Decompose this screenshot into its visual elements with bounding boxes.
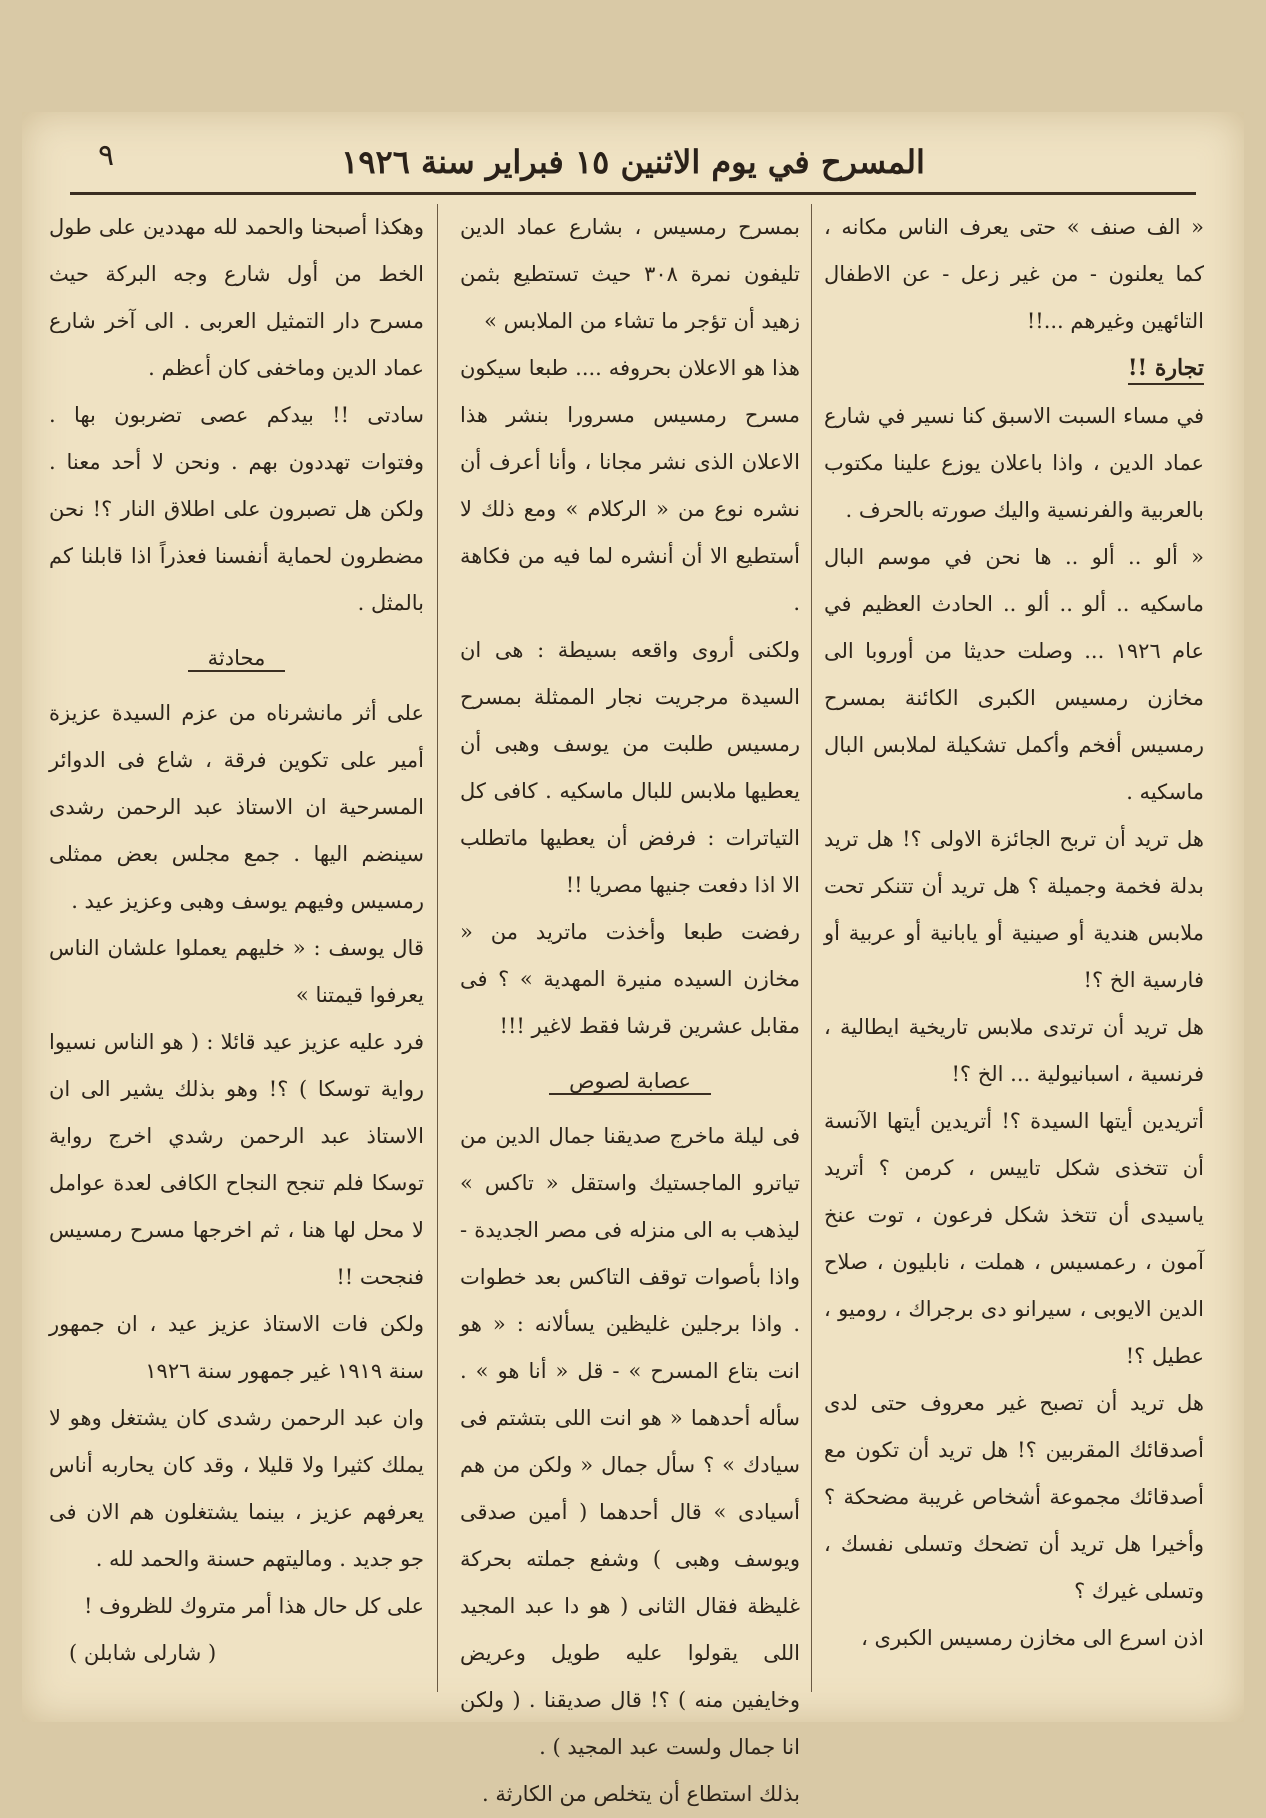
page-header — [70, 132, 1196, 195]
column-divider — [811, 204, 812, 1692]
column-middle — [460, 204, 800, 1806]
paragraph: وهكذا أصبحنا والحمد لله مهددين على طول الخط من أول شارع وجه البركة حيث مسرح دار التمثيل العربى . الى آخر شارع عماد الدين وماخفى كان أعظم . — [49, 215, 424, 380]
paragraph: وان عبد الرحمن رشدى كان يشتغل وهو لا يملك كثيرا ولا قليلا ، وقد كان يحاربه أناس يعرفهم عزيز ، بينما يشتغلون هم الان فى جو جديد . وماليتهم حسنة والحمد لله . — [49, 1406, 424, 1571]
paragraph: هل تريد أن ترتدى ملابس تاريخية ايطالية ، فرنسية ، اسبانيولية ... الخ ؟! — [824, 1015, 1204, 1086]
paragraph: على أثر مانشرناه من عزم السيدة عزيزة أمير على تكوين فرقة ، شاع فى الدوائر المسرحية ان الاستاذ عبد الرحمن رشدى سينضم اليها . جمع مجلس بعض ممثلى رمسيس وفيهم يوسف وهبى وعزيز عيد . — [49, 701, 424, 913]
paragraph: هل تريد أن تربح الجائزة الاولى ؟! هل تريد بدلة فخمة وجميلة ؟ هل تريد أن تتنكر تحت ملابس هندية أو صينية أو يابانية أو عربية أو فارسية الخ ؟! — [824, 827, 1204, 992]
section-heading-conversation: محادثة — [188, 646, 286, 672]
page-number: ٩ — [98, 138, 115, 173]
paragraph: أتريدين أيتها السيدة ؟! أتريدين أيتها الآنسة أن تتخذى شكل تاييس ، كرمن ؟ أتريد ياسيدى أن تتخذ شكل فرعون ، توت عنخ آمون ، رعمسيس ، هملت ، نابليون ، صلاح الدين الايوبى ، سيرانو دى برجراك ، روميو ، عطيل ؟! — [824, 1109, 1204, 1368]
column-right — [824, 204, 1204, 1702]
paragraph: « الف صنف » حتى يعرف الناس مكانه ، كما يعلنون - من غير زعل - عن الاطفال التائهين وغيرهم ...!! — [824, 215, 1204, 333]
paragraph: « ألو .. ألو .. ها نحن في موسم البال ماسكيه .. ألو .. ألو .. الحادث العظيم في عام ١٩٢٦ ... وصلت حديثا من أوروبا الى مخازن رمسيس الكبرى الكائنة بمسرح رمسيس أفخم وأكمل تشكيلة لملابس البال ماسكيه . — [824, 545, 1204, 804]
column-left — [49, 204, 424, 1702]
author-signature: ( شارلى شابلن ) — [69, 1641, 217, 1665]
paragraph: على كل حال هذا أمر متروك للظروف ! — [84, 1594, 424, 1618]
paragraph: في مساء السبت الاسبق كنا نسير في شارع عماد الدين ، واذا باعلان يوزع علينا مكتوب بالعربية والفرنسية واليك صورته بالحرف . — [824, 404, 1204, 522]
column-divider — [437, 204, 438, 1692]
paragraph: فرد عليه عزيز عيد قائلا : ( هو الناس نسيوا رواية توسكا ) ؟! وهو بذلك يشير الى ان الاستاذ عبد الرحمن رشدي اخرج رواية توسكا فلم تنجح النجاح الكافى لعدة عوامل لا محل لها هنا ، ثم اخرجها مسرح رمسيس فنجحت !! — [49, 1030, 424, 1289]
paragraph: اذن اسرع الى مخازن رمسيس الكبرى ، — [861, 1626, 1204, 1650]
paragraph: هذا هو الاعلان بحروفه .... طبعا سيكون مسرح رمسيس مسرورا بنشر هذا الاعلان الذى نشر مجانا ، وأنا أعرف أن نشره نوع من « الركلام » ومع ذلك لا أستطيع الا أن أنشره لما فيه من فكاهة . — [460, 356, 800, 615]
header-title: المسرح في يوم الاثنين ١٥ فبراير سنة ١٩٢٦ — [341, 143, 925, 181]
paragraph: سادتى !! بيدكم عصى تضربون بها . وفتوات تهددون بهم . ونحن لا أحد معنا . ولكن هل تصبرون على اطلاق النار ؟! نحن مضطرون لحماية أنفسنا فعذراً اذا قابلنا كم بالمثل . — [49, 403, 424, 615]
paragraph: رفضت طبعا وأخذت ماتريد من « مخازن السيده منيرة المهدية » ؟ فى مقابل عشرين قرشا فقط لاغير !!! — [460, 920, 800, 1038]
paragraph: هل تريد أن تصبح غير معروف حتى لدى أصدقائك المقربين ؟! هل تريد أن تكون مع أصدقائك مجموعة أشخاص غريبة مضحكة ؟ وأخيرا هل تريد أن تضحك وتسلى نفسك ، وتسلى غيرك ؟ — [824, 1391, 1204, 1603]
section-heading-commerce: تجارة !! — [1128, 353, 1204, 385]
paragraph: ولكنى أروى واقعه بسيطة : هى ان السيدة مرجريت نجار الممثلة بمسرح رمسيس طلبت من يوسف وهبى أن يعطيها ملابس للبال ماسكيه . كافى كل التياترات : فرفض أن يعطيها ماتطلب الا اذا دفعت جنيها مصريا !! — [460, 638, 800, 897]
section-heading-gang: عصابة لصوص — [549, 1069, 711, 1095]
paragraph: بمسرح رمسيس ، بشارع عماد الدين تليفون نمرة ٣٠٨ حيث تستطيع بثمن زهيد أن تؤجر ما تشاء من الملابس » — [460, 215, 800, 333]
newspaper-page — [22, 112, 1244, 1806]
paragraph: بذلك استطاع أن يتخلص من الكارثة . — [482, 1782, 800, 1806]
paragraph: قال يوسف : « خليهم يعملوا علشان الناس يعرفوا قيمتنا » — [49, 936, 424, 1007]
paragraph: فى ليلة ماخرج صديقنا جمال الدين من تياترو الماجستيك واستقل « تاكس » ليذهب به الى منزله فى مصر الجديدة - واذا بأصوات توقف التاكس بعد خطوات . واذا برجلين غليظين يسألانه : « هو انت بتاع المسرح » - قل « أنا هو » . سأله أحدهما « هو انت اللى بتشتم فى سيادك » ؟ سأل جمال « ولكن من هم أسيادى » قال أحدهما ( أمين صدقى ويوسف وهبى ) وشفع جملته بحركة غليظة فقال الثانى ( هو دا عبد المجيد اللى يقولوا عليه طويل وعريض وخايفين منه ) ؟! قال صديقنا . ( ولكن انا جمال ولست عبد المجيد ) . — [460, 1124, 800, 1759]
paragraph: ولكن فات الاستاذ عزيز عيد ، ان جمهور سنة ١٩١٩ غير جمهور سنة ١٩٢٦ — [49, 1312, 424, 1383]
